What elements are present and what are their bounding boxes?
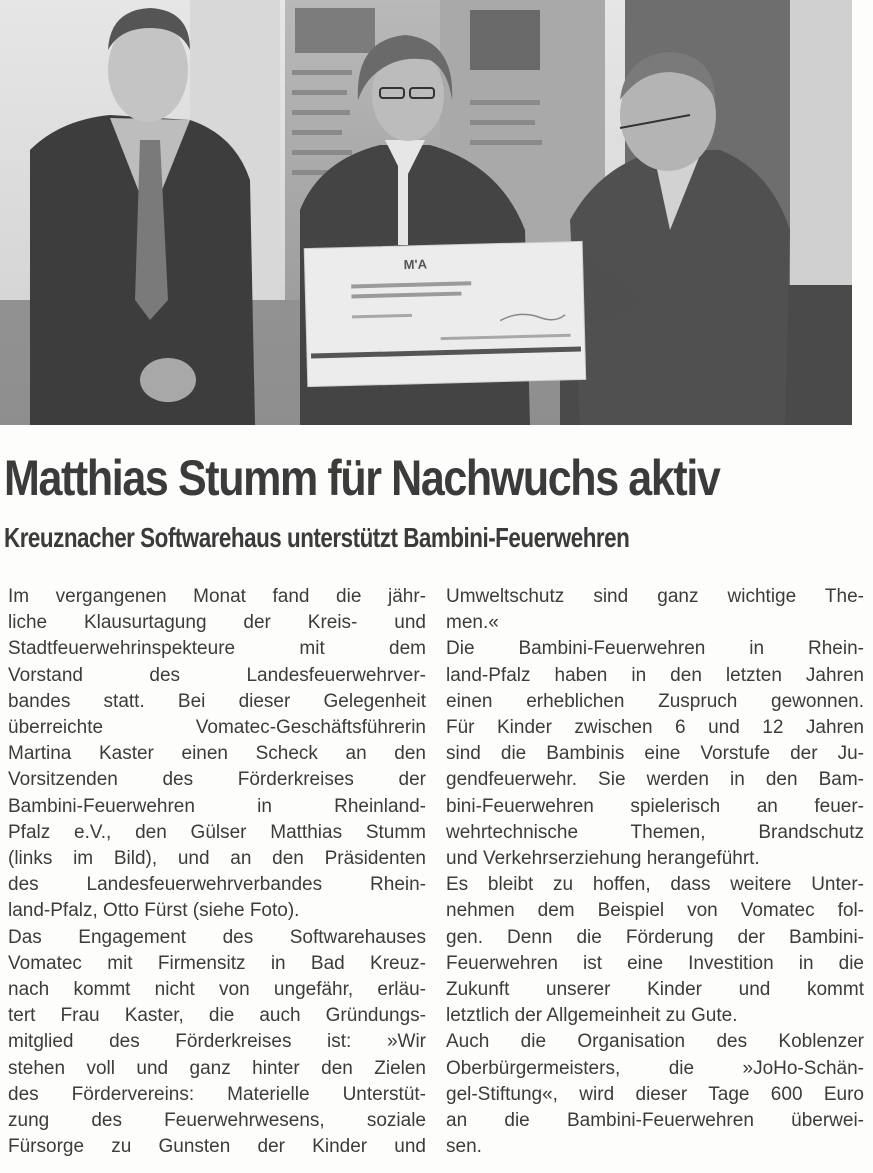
article-text-line: Pfalz e.V., den Gülser Matthias Stumm bbox=[8, 821, 426, 843]
article-text-line: und Verkehrserziehung herangeführt. bbox=[446, 848, 760, 870]
article-subheadline: Kreuznacher Softwarehaus unterstützt Bambini-Feuerwehren bbox=[4, 522, 630, 553]
article-text-line: gendfeuerwehr. Sie werden in den Bam- bbox=[446, 769, 864, 791]
article-text-line: Vomatec mit Firmensitz in Bad Kreuz- bbox=[8, 952, 426, 974]
article-text-line: Martina Kaster einen Scheck an den bbox=[8, 743, 426, 765]
article-text-line: Zukunft unserer Kinder und kommt bbox=[446, 979, 864, 1001]
article-text-line: Die Bambini-Feuerwehren in Rhein- bbox=[446, 638, 864, 660]
article-text-line: Oberbürgermeisters, die »JoHo-Schän- bbox=[446, 1057, 864, 1079]
article-text-line: gel-Stiftung«, wird dieser Tage 600 Euro bbox=[446, 1083, 864, 1105]
article-text-line: bandes statt. Bei dieser Gelegenheit bbox=[8, 690, 426, 712]
article-text-line: Es bleibt zu hoffen, dass weitere Unter- bbox=[446, 874, 864, 896]
article-text-line: gen. Denn die Förderung der Bambini- bbox=[446, 926, 864, 948]
article-text-line: sen. bbox=[446, 1136, 482, 1158]
article-text-line: Fürsorge zu Gunsten der Kinder und bbox=[8, 1136, 426, 1158]
article-headline: Matthias Stumm für Nachwuchs aktiv bbox=[4, 450, 720, 506]
article-column-right bbox=[446, 584, 864, 1160]
article-text-line: nach kommt nicht von ungefähr, erläu- bbox=[8, 979, 426, 1001]
article-text-line: überreichte Vomatec-Geschäftsführerin bbox=[8, 717, 426, 739]
article-text-line: Bambini-Feuerwehren in Rheinland- bbox=[8, 795, 426, 817]
article-text-line: Feuerwehren ist eine Investition in die bbox=[446, 952, 864, 974]
article-text-line: des Landesfeuerwehrverbandes Rhein- bbox=[8, 874, 426, 896]
article-text-line: zung des Feuerwehrwesens, soziale bbox=[8, 1110, 426, 1132]
article-text-line: Vorsitzenden des Förderkreises der bbox=[8, 769, 426, 791]
article-text-line: Umweltschutz sind ganz wichtige The- bbox=[446, 586, 864, 607]
article-text-line: land-Pfalz haben in den letzten Jahren bbox=[446, 664, 864, 686]
article-text-line: Auch die Organisation des Koblenzer bbox=[446, 1031, 864, 1053]
article-text-line: (links im Bild), und an den Präsidenten bbox=[8, 848, 426, 870]
article-text-line: wehrtechnische Themen, Brandschutz bbox=[446, 821, 864, 843]
article-photo bbox=[0, 0, 852, 425]
article-text-line: Das Engagement des Softwarehauses bbox=[8, 926, 426, 948]
photo-illustration bbox=[0, 0, 852, 425]
article-text-line: bini-Feuerwehren spielerisch an feuer- bbox=[446, 795, 864, 817]
article-text-line: men.« bbox=[446, 612, 499, 634]
svg-text:M'A: M'A bbox=[403, 256, 428, 273]
article-text-line: nehmen dem Beispiel von Vomatec fol- bbox=[446, 900, 864, 922]
article-text-line: land-Pfalz, Otto Fürst (siehe Foto). bbox=[8, 900, 300, 922]
article-text-line: Stadtfeuerwehrinspekteure mit dem bbox=[8, 638, 426, 660]
article-text-line: Im vergangenen Monat fand die jähr- bbox=[8, 586, 426, 607]
article-text-line: an die Bambini-Feuerwehren überwei- bbox=[446, 1110, 864, 1132]
article-text-line: tert Frau Kaster, die auch Gründungs- bbox=[8, 1005, 426, 1027]
article-text-line: des Fördervereins: Materielle Unterstüt- bbox=[8, 1083, 426, 1105]
article-text-line: liche Klausurtagung der Kreis- und bbox=[8, 612, 426, 634]
article-text-line: mitglied des Förderkreises ist: »Wir bbox=[8, 1031, 426, 1053]
article-text-line: sind die Bambinis eine Vorstufe der Ju- bbox=[446, 743, 864, 765]
article-text-line: Für Kinder zwischen 6 und 12 Jahren bbox=[446, 717, 864, 739]
article-text-line: stehen voll und ganz hinter den Zielen bbox=[8, 1057, 426, 1079]
article-column-left bbox=[8, 584, 426, 1160]
article-text-line: einen erheblichen Zuspruch gewonnen. bbox=[446, 690, 864, 712]
cheque bbox=[304, 241, 586, 386]
article-text-line: Vorstand des Landesfeuerwehrver- bbox=[8, 664, 426, 686]
article-text-line: letztlich der Allgemeinheit zu Gute. bbox=[446, 1005, 738, 1027]
